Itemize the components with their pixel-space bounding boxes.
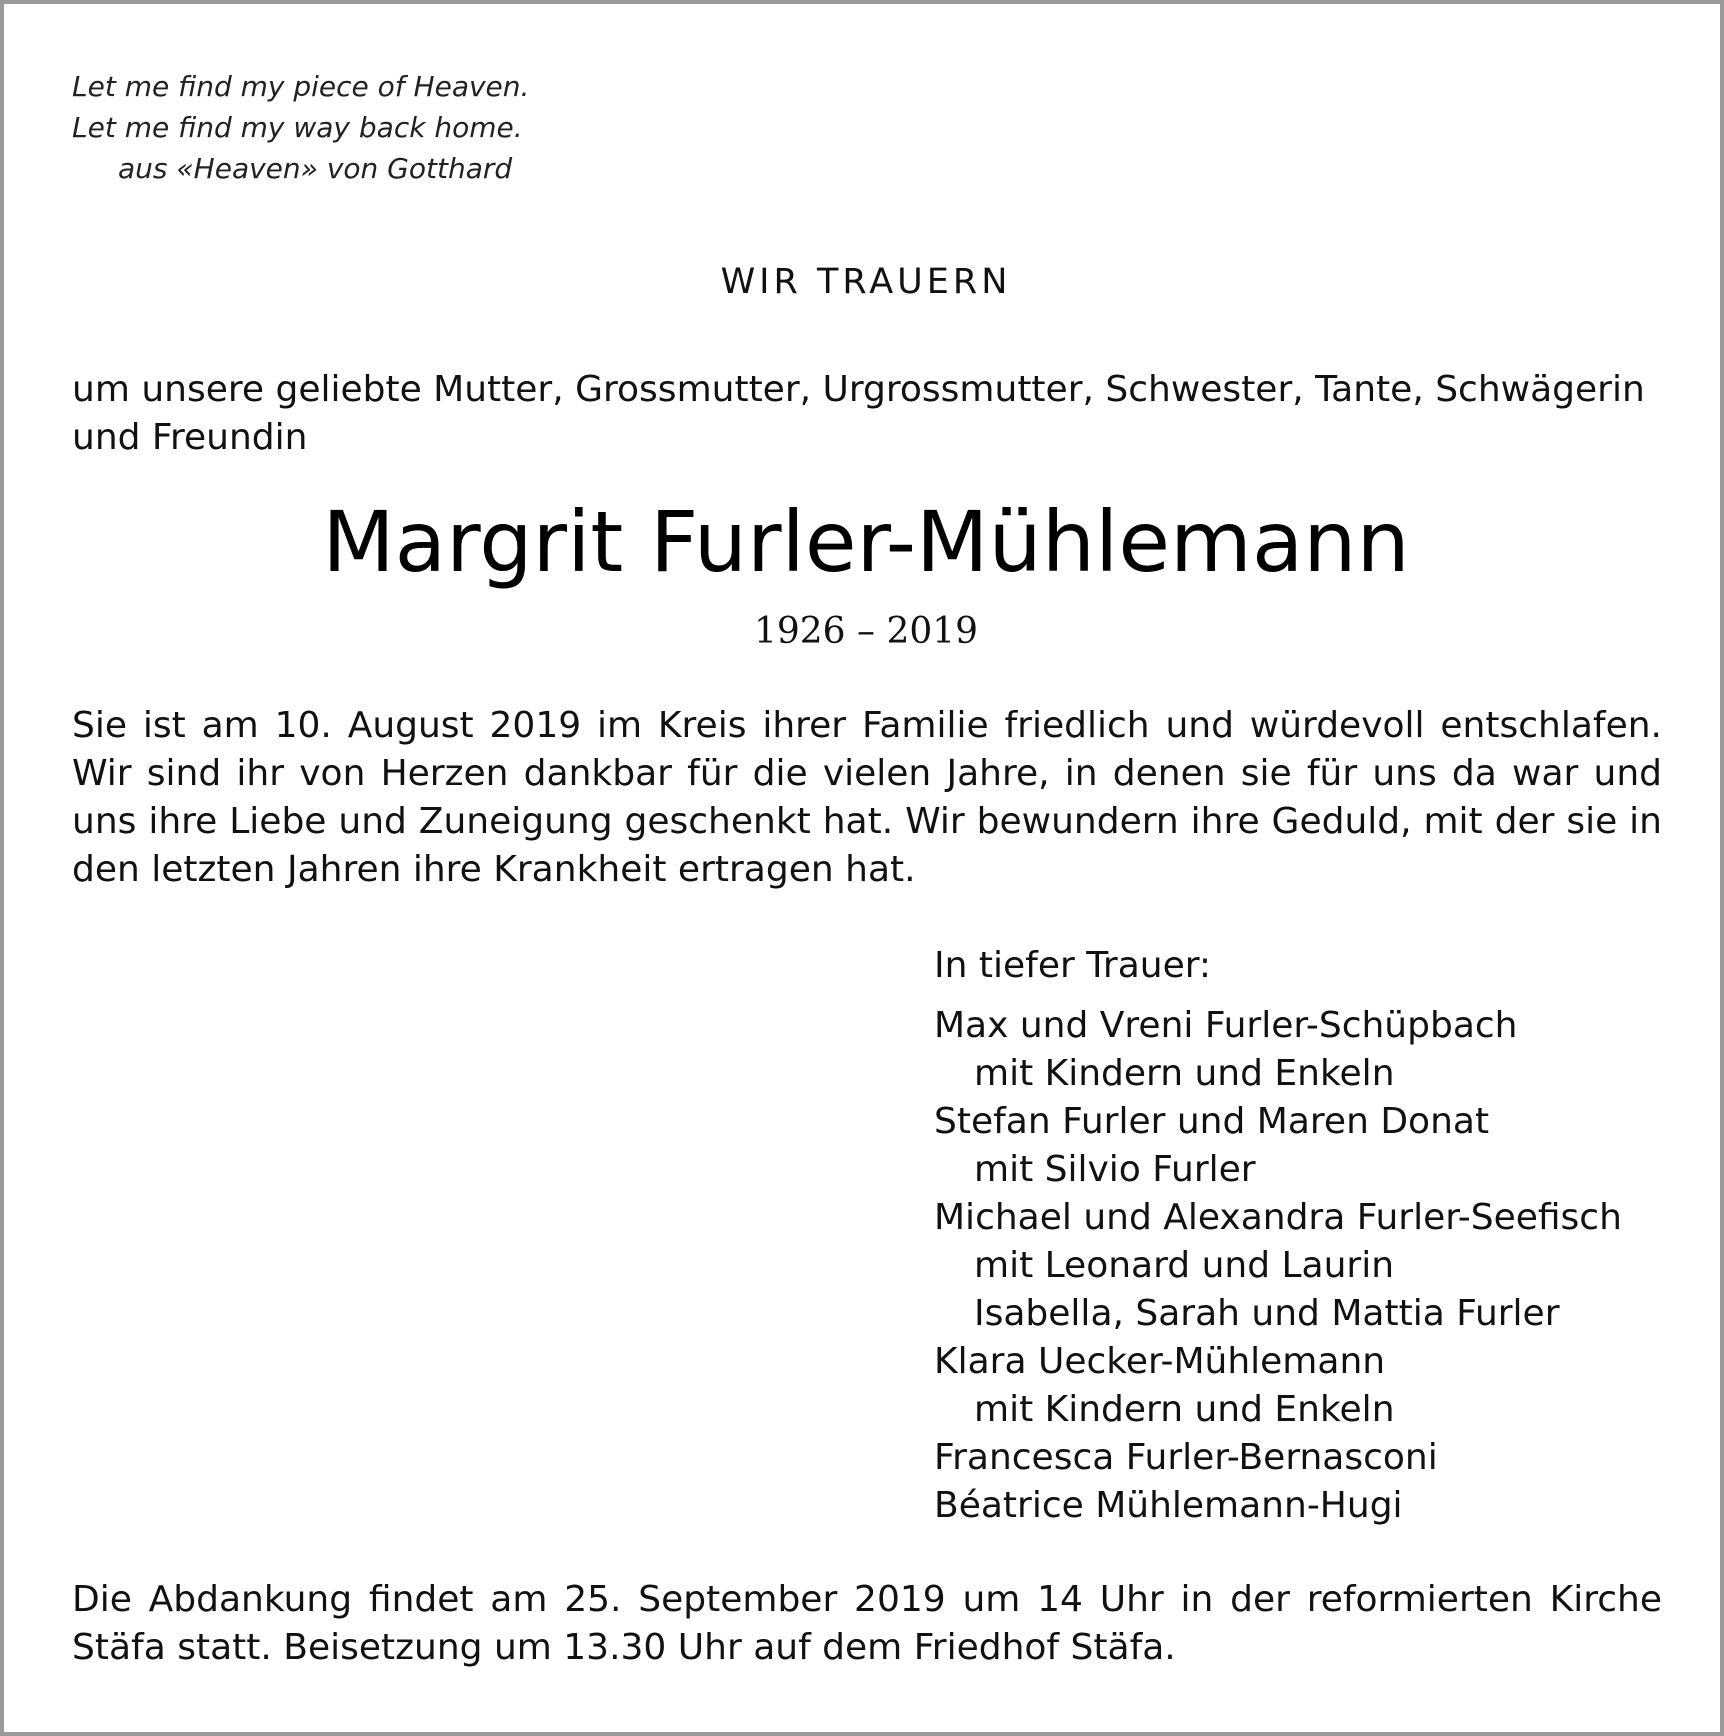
intro-text: um unsere geliebte Mutter, Grossmutter, Urgrossmutter, Schwester, Tante, Schwägerin und Freundin	[72, 369, 1645, 458]
message-text: Sie ist am 10. August 2019 im Kreis ihrer Familie friedlich und würdevoll entschlafen. Wir sind ihr von Herzen dankbar für die vielen Jahre, in denen sie für uns da war und uns ihre Liebe und Zuneigung geschenkt hat. Wir bewundern ihre Geduld, mit der sie in den letzten Jahren ihre Krankheit ertragen hat.	[72, 705, 1662, 890]
epigraph-quote	[72, 66, 529, 189]
quote-line: Let me find my way back home.	[72, 111, 523, 144]
mourner-line: mit Leonard und Laurin	[974, 1245, 1395, 1286]
quote-source: aus «Heaven» von Gotthard	[118, 152, 513, 185]
mourner-line: Francesca Furler-Bernasconi	[934, 1437, 1438, 1478]
mourner-line: mit Silvio Furler	[974, 1149, 1256, 1190]
mourner-line: mit Kindern und Enkeln	[974, 1053, 1395, 1094]
life-years: 1926 – 2019	[753, 611, 979, 652]
quote-line: Let me find my piece of Heaven.	[72, 70, 530, 103]
notice-heading: WIR TRAUERN	[720, 262, 1012, 302]
mourner-line: Max und Vreni Furler-Schüpbach	[934, 1005, 1518, 1046]
mourner-line: mit Kindern und Enkeln	[974, 1389, 1395, 1430]
mourners-lead: In tiefer Trauer:	[934, 945, 1212, 986]
mourner-line: Béatrice Mühlemann-Hugi	[934, 1485, 1403, 1526]
ceremony-info: Die Abdankung findet am 25. September 2019 um 14 Uhr in der reformierten Kirche Stäfa statt. Beisetzung um 13.30 Uhr auf dem Friedhof Stäfa.	[72, 1579, 1662, 1668]
deceased-name: Margrit Furler-Mühlemann	[322, 493, 1410, 591]
mourners-block	[934, 942, 1694, 1530]
mourner-line: Klara Uecker-Mühlemann	[934, 1341, 1386, 1382]
mourner-line: Michael und Alexandra Furler-Seefisch	[934, 1197, 1622, 1238]
mourner-line: Stefan Furler und Maren Donat	[934, 1101, 1490, 1142]
mourner-line: Isabella, Sarah und Mattia Furler	[974, 1293, 1560, 1334]
